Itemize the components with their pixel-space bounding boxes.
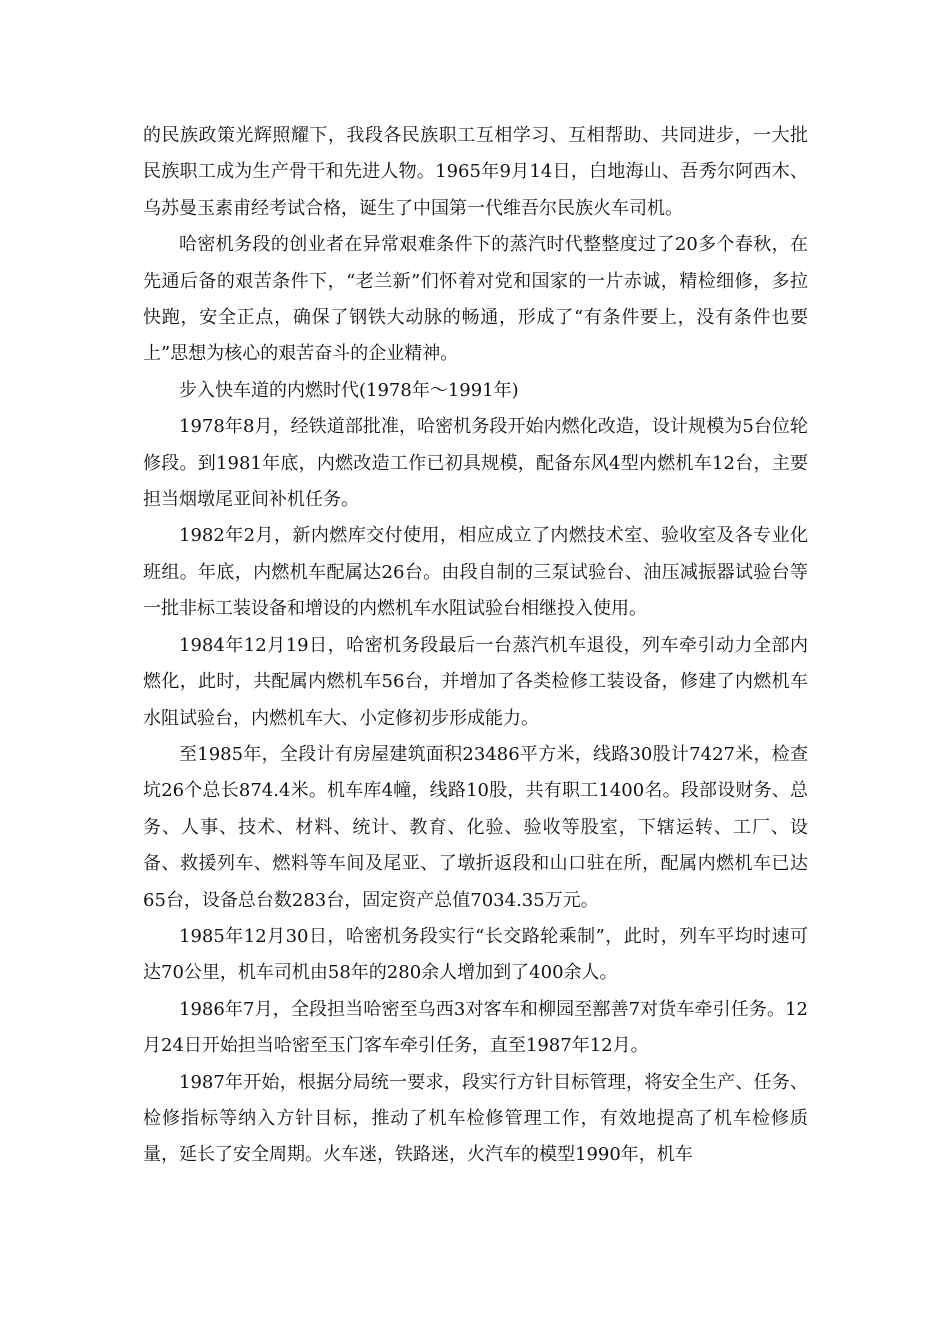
section-heading: 步入快车道的内燃时代(1978年～1991年) [179,379,519,401]
document-page [143,118,808,1174]
paragraph-1: 的民族政策光辉照耀下，我段各民族职工互相学习、互相帮助、共同进步，一大批民族职工成为生产骨干和先进人物。1965年9月14日，白地海山、吾秀尔阿西木、乌苏曼玉素甫经考试合格，诞生了中国第一代维吾尔民族火车司机。 [143,125,808,219]
paragraph-3: 1978年8月，经铁道部批准，哈密机务段开始内燃化改造，设计规模为5台位轮修段。到1981年底，内燃改造工作已初具规模，配备东风4型内燃机车12台，主要担当烟墩尾亚间补机任务。 [143,416,808,511]
paragraph-9: 1987年开始，根据分局统一要求，段实行方针目标管理，将安全生产、任务、检修指标等纳入方针目标，推动了机车检修管理工作，有效地提高了机车检修质量，延长了安全周期。火车迷，铁路迷，火汽车的模型1990年，机车 [143,1071,808,1166]
paragraph-7: 1985年12月30日，哈密机务段实行“长交路轮乘制”，此时，列车平均时速可达70公里，机车司机由58年的280余人增加到了400余人。 [143,925,808,984]
paragraph-5: 1984年12月19日，哈密机务段最后一台蒸汽机车退役，列车牵引动力全部内燃化，此时，共配属内燃机车56台，并增加了各类检修工装设备，修建了内燃机车水阻试验台，内燃机车大、小定修初步形成能力。 [143,634,808,729]
paragraph-6: 至1985年，全段计有房屋建筑面积23486平方米，线路30股计7427米，检查坑26个总长874.4米。机车库4幢，线路10股，共有职工1400名。段部设财务、总务、人事、技术、材料、统计、教育、化验、验收等股室，下辖运转、工厂、设备、救援列车、燃料等车间及尾亚、了墩折返段和山口驻在所，配属内燃机车已达65台，设备总台数283台，固定资产总值7034.35万元。 [143,743,808,911]
paragraph-8: 1986年7月，全段担当哈密至乌西3对客车和柳园至鄯善7对货车牵引任务。12月24日开始担当哈密至玉门客车牵引任务，直至1987年12月。 [143,998,808,1057]
paragraph-4: 1982年2月，新内燃库交付使用，相应成立了内燃技术室、验收室及各专业化班组。年底，内燃机车配属达26台。由段自制的三泵试验台、油压减振器试验台等一批非标工装设备和增设的内燃机车水阻试验台相继投入使用。 [143,525,808,620]
paragraph-2: 哈密机务段的创业者在异常艰难条件下的蒸汽时代整整度过了20多个春秋，在先通后备的艰苦条件下，“老兰新”们怀着对党和国家的一片赤诚，精检细修，多拉快跑，安全正点，确保了钢铁大动脉的畅通，形成了“有条件要上，没有条件也要上”思想为核心的艰苦奋斗的企业精神。 [143,234,808,365]
